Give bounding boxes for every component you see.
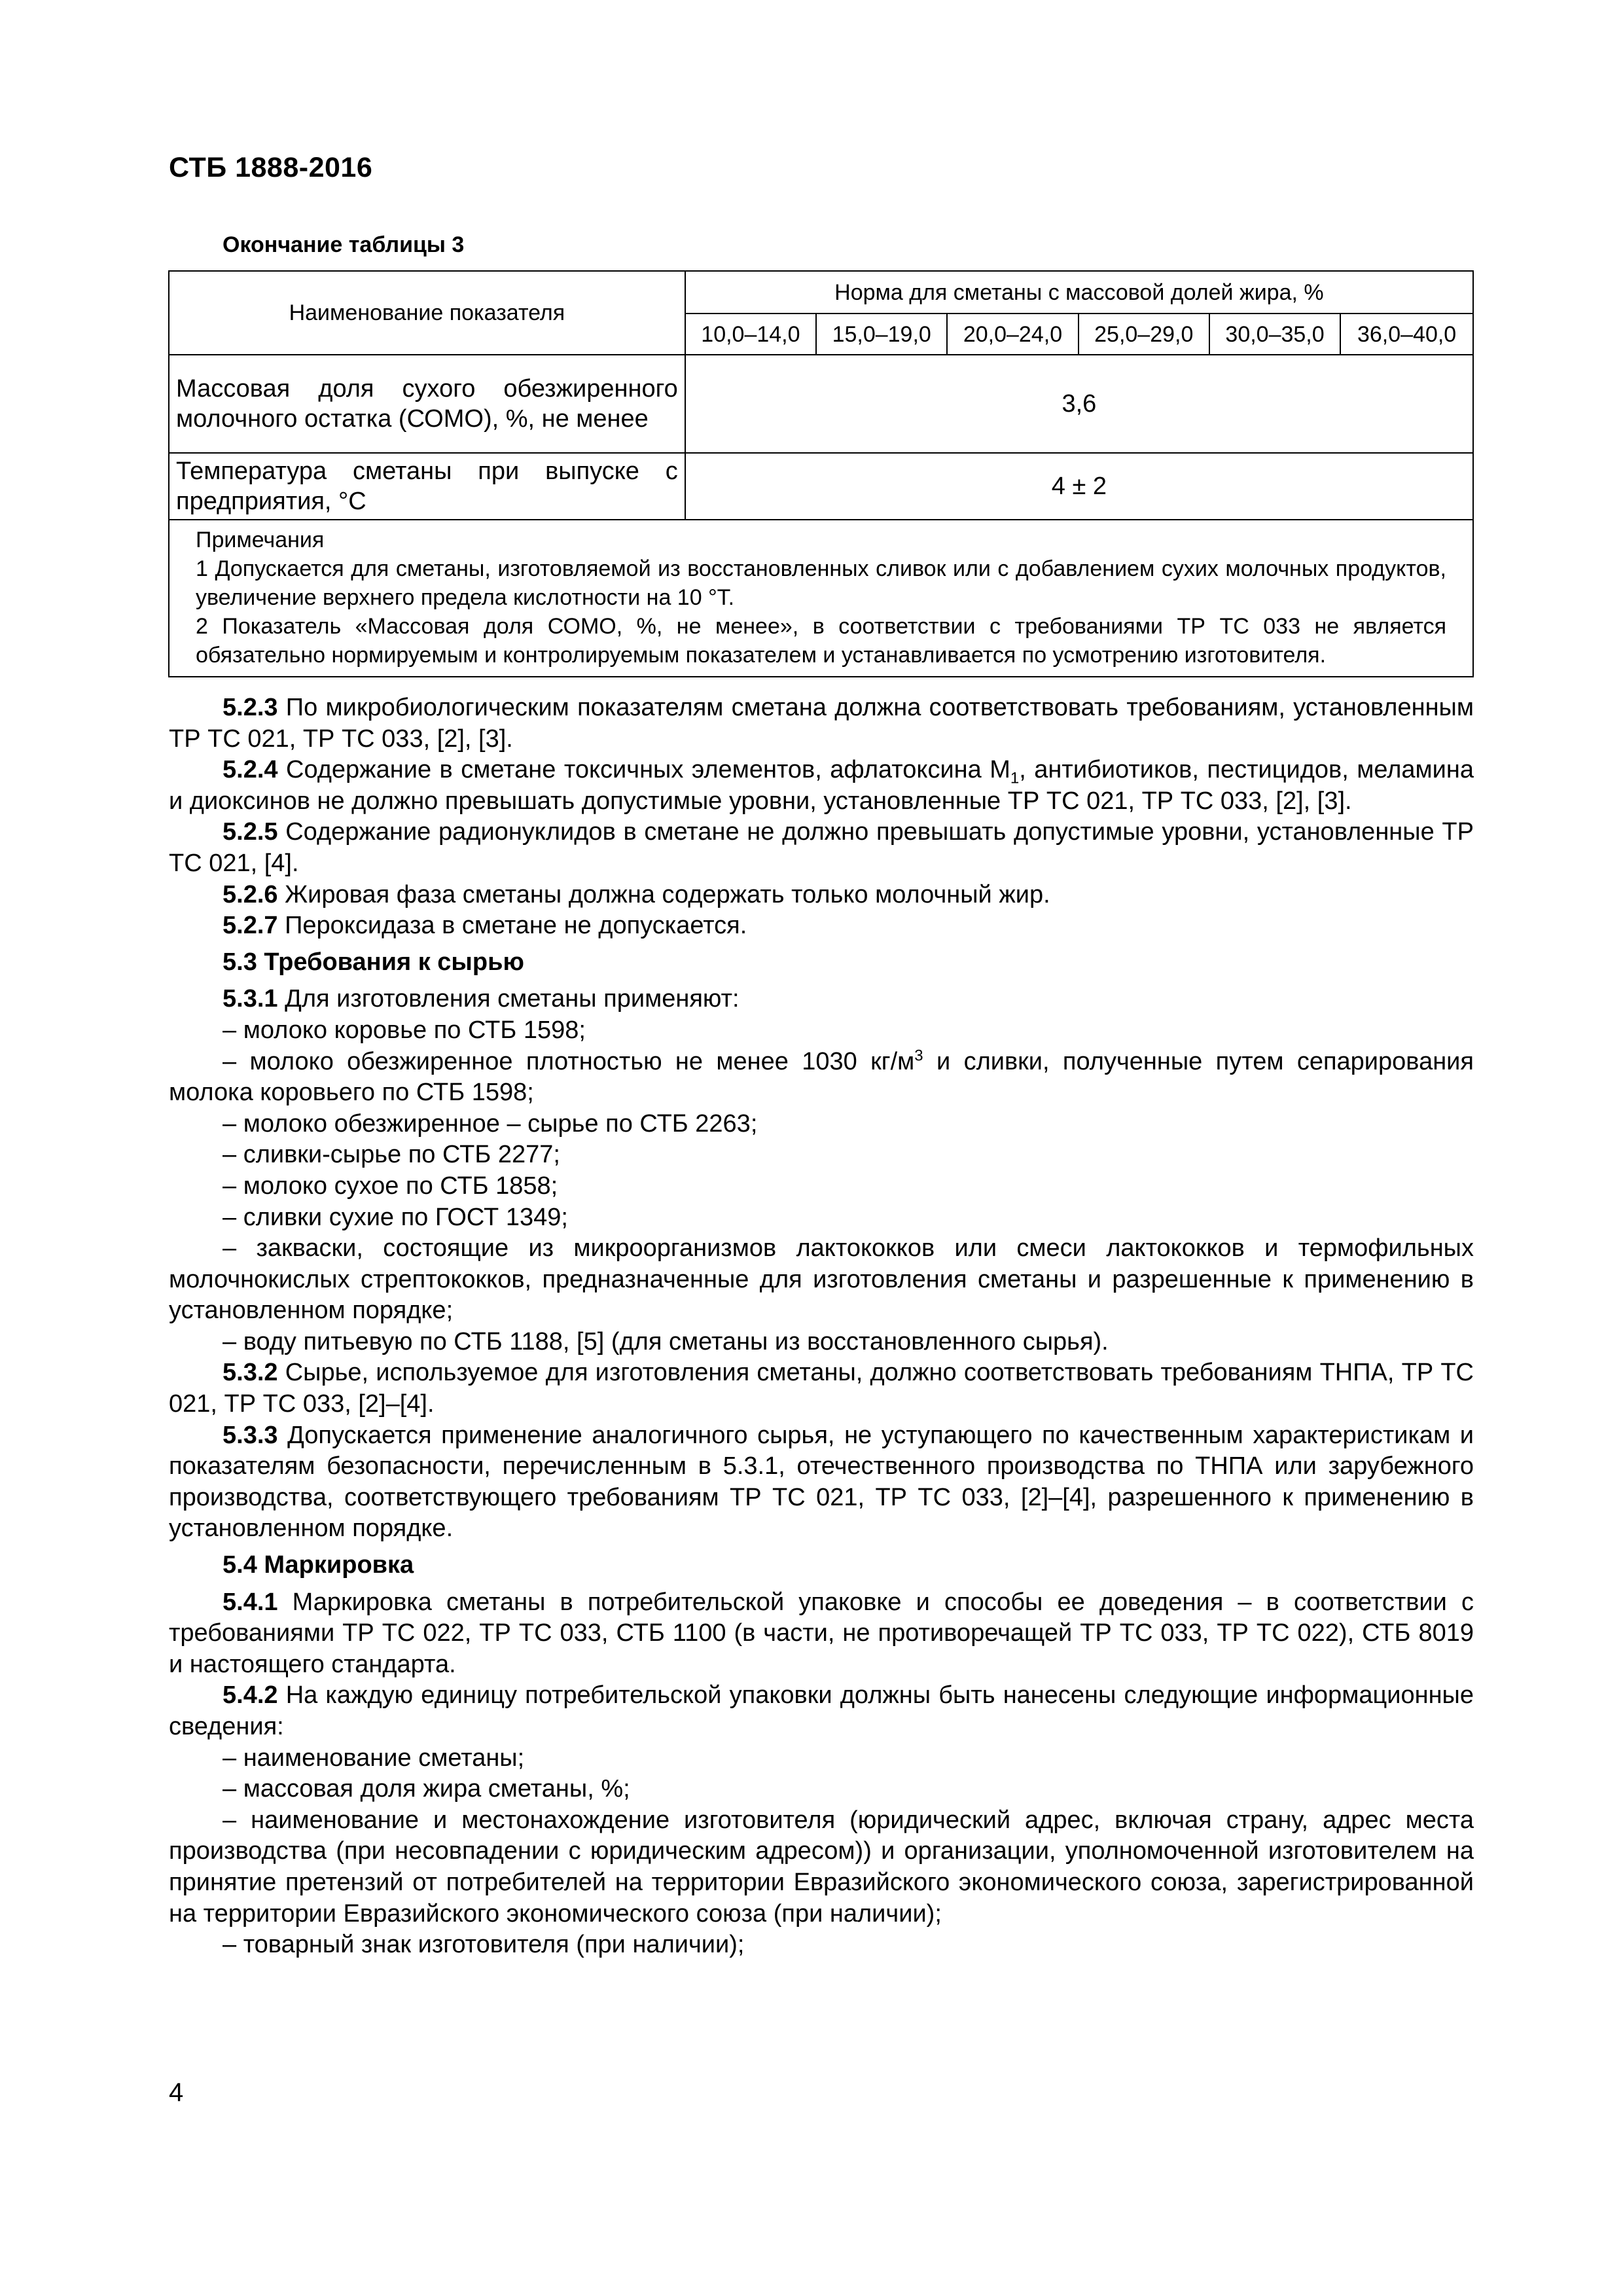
clause-number: 5.2.3 — [223, 694, 278, 721]
clause-text: , антибиотиков, пестицидов, меламина и диоксинов не должно превышать допустимые уровни, установленные ТР ТС 021, ТР ТС 033, [2], [3]. — [169, 756, 1474, 815]
table-caption: Окончание таблицы 3 — [223, 232, 465, 257]
clause-number: 5.2.6 — [223, 880, 278, 908]
list-item: – массовая доля жира сметаны, %; — [223, 1775, 630, 1803]
indicator-value: 4 ± 2 — [685, 453, 1473, 520]
list-item: – молоко сухое по СТБ 1858; — [223, 1172, 558, 1200]
clause-5-2-4 — [169, 755, 1474, 817]
fat-range-header: 36,0–40,0 — [1340, 314, 1473, 355]
clause-number: 5.4.1 — [223, 1588, 278, 1616]
clause-number: 5.3.2 — [223, 1359, 278, 1387]
clause-number: 5.2.7 — [223, 912, 278, 940]
list-item: – наименование сметаны; — [223, 1744, 525, 1772]
list-item: – сливки сухие по ГОСТ 1349; — [223, 1203, 568, 1231]
clause-text: Содержание в сметане токсичных элементов, афлатоксина М — [277, 756, 1010, 784]
table-row — [169, 453, 1473, 520]
clause-number: 5.3.1 — [223, 985, 278, 1013]
clause-text: По микробиологическим показателям сметана должна соответствовать требованиям, установленным ТР ТС 021, ТР ТС 033, [2], [3]. — [169, 694, 1474, 753]
list-item: – товарный знак изготовителя (при наличии); — [223, 1931, 745, 1959]
clause-number: 5.2.5 — [223, 818, 278, 846]
indicator-name: Температура сметаны при выпуске с предприятия, °С — [169, 453, 685, 520]
clause-5-2-5 — [169, 817, 1474, 879]
fat-range-header: 30,0–35,0 — [1209, 314, 1340, 355]
body-text — [169, 692, 1474, 1961]
list-item: – наименование и местонахождение изготовителя (юридический адрес, включая страну, адрес места производства (при несовпадении с юридическим адресом)) и организации, уполномоченной изготовителем на принятие претензий от потребителей на территории Евразийского экономического союза, зарегистрированной на территории Евразийского экономического союза (при наличии); — [169, 1806, 1474, 1928]
note-item: 2 Показатель «Массовая доля СОМО, %, не менее», в соответствии с требованиями ТР ТС 033 не является обязательно нормируемым и контролируемым показателем и устанавливается по усмотрению изготовителя. — [196, 614, 1446, 668]
clause-5-2-6 — [169, 880, 1474, 911]
clause-text: Допускается применение аналогичного сырья, не уступающего по качественным характеристикам и показателям безопасности, перечисленным в 5.3.1, отечественного производства по ТНПА или зарубежного производства, соответствующего требованиям ТР ТС 021, ТР ТС 033, [2]–[4], разрешенного к применению в установленном порядке. — [169, 1421, 1474, 1543]
page-number: 4 — [169, 2078, 184, 2107]
clause-text: Для изготовления сметаны применяют: — [277, 985, 740, 1013]
list-item: – воду питьевую по СТБ 1188, [5] (для сметаны из восстановленного сырья). — [223, 1327, 1109, 1355]
list-item: – молоко обезжиренное – сырье по СТБ 2263; — [223, 1109, 758, 1138]
table-notes — [169, 520, 1473, 677]
list-item: – закваски, состоящие из микроорганизмов лактококков или смеси лактококков и термофильных молочнокислых стрептококков, предназначенные для изготовления сметаны и разрешенные к применению в установленном порядке; — [169, 1234, 1474, 1325]
list-item — [169, 1047, 1474, 1109]
requirements-table — [168, 270, 1474, 677]
clause-text: На каждую единицу потребительской упаковки должны быть нанесены следующие информационные сведения: — [169, 1681, 1474, 1740]
column-header-indicator: Наименование показателя — [169, 271, 685, 355]
clause-text: Маркировка сметаны в потребительской упаковке и способы ее доведения – в соответствии с требованиями ТР ТС 022, ТР ТС 033, СТБ 1100 (в части, не противоречащей ТР ТС 033, ТР ТС 022), СТБ 8019 и настоящего стандарта. — [169, 1588, 1474, 1678]
section-heading: 5.3 Требования к сырью — [223, 948, 524, 976]
clause-number: 5.3.3 — [223, 1421, 278, 1449]
indicator-value: 3,6 — [685, 355, 1473, 453]
clause-5-2-3 — [169, 692, 1474, 755]
indicator-name: Массовая доля сухого обезжиренного молочного остатка (СОМО), %, не менее — [169, 355, 685, 453]
fat-range-header: 25,0–29,0 — [1079, 314, 1209, 355]
clause-5-3-3 — [169, 1420, 1474, 1545]
clause-5-3-2 — [169, 1357, 1474, 1420]
list-item: – сливки-сырье по СТБ 2277; — [223, 1141, 560, 1169]
subscript: 1 — [1010, 769, 1020, 787]
fat-range-header: 20,0–24,0 — [947, 314, 1078, 355]
clause-number: 5.2.4 — [223, 756, 278, 784]
clause-5-2-7 — [169, 910, 1474, 942]
clause-5-4-2 — [169, 1680, 1474, 1742]
clause-text: Пероксидаза в сметане не допускается. — [277, 912, 747, 940]
fat-range-header: 10,0–14,0 — [685, 314, 816, 355]
notes-title: Примечания — [196, 528, 325, 552]
clause-text: Сырье, используемое для изготовления сметаны, должно соответствовать требованиям ТНПА, ТР ТС 021, ТР ТС 033, [2]–[4]. — [169, 1359, 1474, 1418]
section-heading: 5.4 Маркировка — [223, 1551, 414, 1579]
clause-text: Жировая фаза сметаны должна содержать только молочный жир. — [277, 880, 1050, 908]
table-header-row — [169, 271, 1473, 314]
list-item: – молоко коровье по СТБ 1598; — [223, 1016, 586, 1044]
table-row — [169, 355, 1473, 453]
clause-number: 5.4.2 — [223, 1681, 278, 1710]
clause-text: Содержание радионуклидов в сметане не должно превышать допустимые уровни, установленные ТР ТС 021, [4]. — [169, 818, 1474, 877]
list-item-text: и сливки, полученные путем сепарирования молока коровьего по СТБ 1598; — [169, 1047, 1474, 1107]
superscript: 3 — [914, 1046, 923, 1064]
clause-5-3-1 — [169, 984, 1474, 1015]
document-code: СТБ 1888-2016 — [169, 152, 373, 183]
fat-range-header: 15,0–19,0 — [816, 314, 947, 355]
clause-5-4-1 — [169, 1587, 1474, 1681]
column-header-norm: Норма для сметаны с массовой долей жира, % — [685, 271, 1473, 314]
table-notes-row — [169, 520, 1473, 677]
list-item-text: – молоко обезжиренное плотностью не менее 1030 кг/м — [223, 1047, 915, 1075]
note-item: 1 Допускается для сметаны, изготовляемой из восстановленных сливок или с добавлением сухих молочных продуктов, увеличение верхнего предела кислотности на 10 °Т. — [196, 556, 1446, 610]
